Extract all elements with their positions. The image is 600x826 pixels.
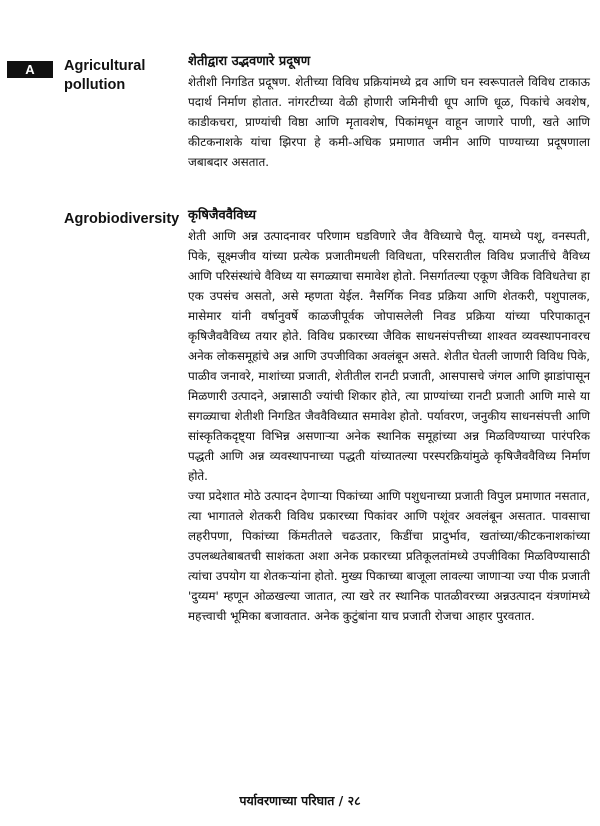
heading-agrobiodiversity: कृषिजैववैविध्य	[188, 208, 256, 223]
page-footer: पर्यावरणाच्या परिघात / २८	[239, 793, 361, 808]
section-letter-badge: A	[7, 61, 53, 78]
definition-paragraph: ज्या प्रदेशात मोठे उत्पादन देणाऱ्या पिकांच्या आणि पशुधनाच्या प्रजाती विपुल प्रमाणात नसतात, त्या भागातले शेतकरी विविध प्रकारच्या पिकांवर आणि पशूंवर अवलंबून असतात. पावसाचा लहरीपणा, पिकांच्या किंमतीतले चढउतार, किडींचा प्रादुर्भाव, खतांच्या/कीटकनाशकांच्या उपलब्धतेबाबतची साशंकता अशा अनेक प्रकारच्या प्रतिकूलतांमध्ये उपजीविका मिळविण्यासाठी त्यांचा उपयोग या शेतकऱ्यांना होतो. मुख्य पिकाच्या बाजूला लावल्या जाणाऱ्या ज्या पीक प्रजाती 'दुय्यम' म्हणून ओळखल्या जातात, त्या खरे तर स्थानिक पातळीवरच्या अन्नउत्पादन यंत्रणांमध्ये महत्त्वाची भूमिका बजावतात. अनेक कुटुंबांना याच प्रजाती रोजचा आहार पुरवतात.	[188, 489, 590, 623]
entry-agricultural-pollution	[188, 52, 590, 172]
term-agricultural-pollution: Agricultural pollution	[64, 58, 146, 93]
definition-paragraph: शेती आणि अन्न उत्पादनावर परिणाम घडविणारे जैव वैविध्याचे पैलू. यामध्ये पशू, वनस्पती, पिके, सूक्ष्मजीव यांच्या प्रत्येक प्रजातीमधली विविधता, परिसरातील विविध प्रजातींचे वैविध्य आणि परिसंस्थांचे वैविध्य या सगळ्याचा समावेश होतो. निसर्गातल्या एकूण जैविक विविधतेचा हा एक उपसंच असतो, असे म्हणता येईल. नैसर्गिक निवड प्रक्रिया आणि शेतकरी, पशुपालक, मासेमार यांनी वर्षानुवर्षे काळजीपूर्वक जोपासलेली निवड प्रक्रिया यांच्या परिपाकातून कृषिजैववैविध्य तयार होते. विविध प्रकारच्या जैविक साधनसंपत्तीच्या शाश्वत व्यवस्थापनावरच अनेक लोकसमूहांचे अन्न आणि उपजीविका अवलंबून असते. शेतीत घेतली जाणारी विविध पिके, पाळीव जनावरे, माशांच्या प्रजाती, शेतीतील रानटी प्रजाती, आसपासचे जंगल आणि झाडांपासून मिळणारी उत्पादने, अन्नासाठी ज्यांची शिकार होते, त्या प्राण्यांच्या रानटी प्रजाती आणि मासे या सगळ्याचा शेतीशी निगडित जैववैविध्यात समावेश होतो. पर्यावरण, जनुकीय साधनसंपत्ती आणि सांस्कृतिकदृष्ट्या विभिन्न असणाऱ्या अनेक स्थानिक समूहांच्या अन्न मिळविण्याच्या पारंपरिक पद्धती आणि अन्न व्यवस्थापनाच्या पद्धती यांच्यातल्या परस्परक्रियांमुळे कृषिजैववैविध्य निर्माण होते.	[188, 229, 590, 483]
definition-paragraph: शेतीशी निगडित प्रदूषण. शेतीच्या विविध प्रक्रियांमध्ये द्रव आणि घन स्वरूपातले विविध टाकाऊ पदार्थ निर्माण होतात. नांगरटीच्या वेळी होणारी जमिनीची धूप आणि धूळ, पिकांचे अवशेष, काडीकचरा, प्राण्यांची विष्ठा आणि मृतावशेष, पिकांमधून वाहून जाणारे पाणी, खते आणि कीटकनाशके यांचा झिरपा हे कमी-अधिक प्रमाणात जमीन आणि पाण्याच्या प्रदूषणाला जबाबदार असतात.	[188, 75, 590, 169]
heading-agricultural-pollution: शेतीद्वारा उद्भवणारे प्रदूषण	[188, 54, 311, 69]
term-agrobiodiversity: Agrobiodiversity	[64, 211, 180, 227]
entry-agrobiodiversity	[188, 206, 590, 626]
